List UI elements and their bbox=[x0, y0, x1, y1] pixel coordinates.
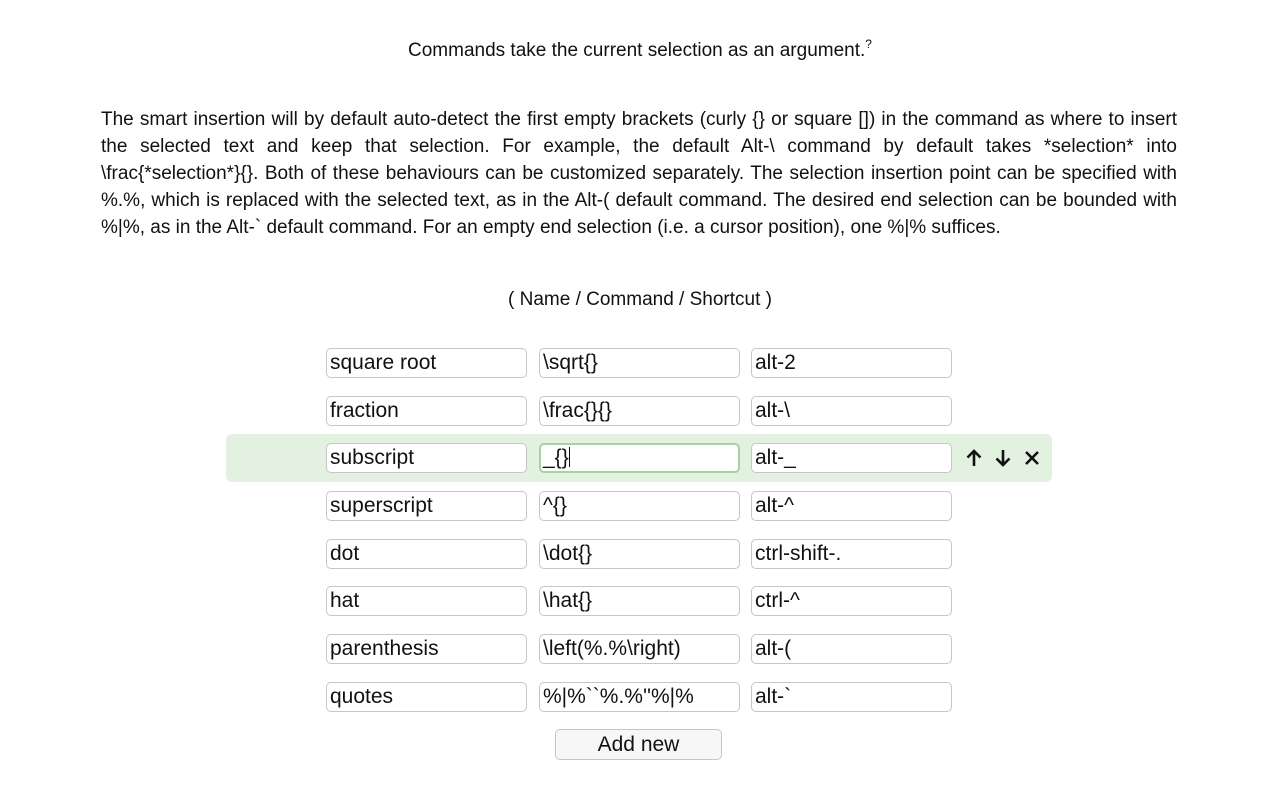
close-icon bbox=[1023, 448, 1041, 468]
command-row bbox=[226, 625, 1052, 673]
move-up-button[interactable] bbox=[959, 443, 988, 473]
command-row bbox=[226, 482, 1052, 530]
arrow-down-icon bbox=[994, 448, 1012, 468]
text-caret bbox=[569, 447, 570, 467]
shortcut-input[interactable]: ctrl-^ bbox=[751, 586, 952, 616]
shortcut-input[interactable]: alt-2 bbox=[751, 348, 952, 378]
command-input[interactable]: ^{} bbox=[539, 491, 740, 521]
command-row bbox=[226, 387, 1052, 435]
delete-row-button[interactable] bbox=[1017, 443, 1046, 473]
shortcut-input[interactable]: alt-^ bbox=[751, 491, 952, 521]
command-row bbox=[226, 339, 1052, 387]
name-input[interactable]: square root bbox=[326, 348, 527, 378]
intro-heading bbox=[0, 38, 1280, 64]
smart-insertion-description: The smart insertion will by default auto-detect the first empty brackets (curly {} or square []) in the command as where to insert the selected text and keep that selection. For example, the default Alt-\ command by default takes *selection* into \frac{*selection*}{}. Both of these behaviours can be customized separately. The selection insertion point can be specified with %.%, which is replaced with the selected text, as in the Alt-( default command. The desired end selection can be bounded with %|%, as in the Alt-` default command. For an empty end selection (i.e. a cursor position), one %|% suffices. bbox=[101, 109, 1177, 238]
name-input[interactable]: quotes bbox=[326, 682, 527, 712]
row-actions bbox=[959, 443, 1046, 473]
name-input[interactable]: subscript bbox=[326, 443, 527, 473]
shortcut-input[interactable]: alt-( bbox=[751, 634, 952, 664]
command-input[interactable]: \dot{} bbox=[539, 539, 740, 569]
command-input[interactable]: %|%``%.%''%|% bbox=[539, 682, 740, 712]
command-row bbox=[226, 530, 1052, 578]
command-input-focused[interactable] bbox=[539, 443, 740, 473]
command-input-value: _{} bbox=[543, 446, 569, 470]
name-input[interactable]: hat bbox=[326, 586, 527, 616]
shortcut-input[interactable]: alt-` bbox=[751, 682, 952, 712]
command-row bbox=[226, 673, 1052, 721]
name-input[interactable]: superscript bbox=[326, 491, 527, 521]
command-row-selected bbox=[226, 434, 1052, 482]
command-input[interactable]: \sqrt{} bbox=[539, 348, 740, 378]
intro-text: Commands take the current selection as an argument. bbox=[408, 40, 866, 61]
name-input[interactable]: fraction bbox=[326, 396, 527, 426]
command-input[interactable]: \hat{} bbox=[539, 586, 740, 616]
command-input[interactable]: \left(%.%\right) bbox=[539, 634, 740, 664]
shortcut-input[interactable]: ctrl-shift-. bbox=[751, 539, 952, 569]
add-new-button[interactable]: Add new bbox=[555, 729, 722, 760]
command-input[interactable]: \frac{}{} bbox=[539, 396, 740, 426]
name-input[interactable]: parenthesis bbox=[326, 634, 527, 664]
shortcut-input[interactable]: alt-_ bbox=[751, 443, 952, 473]
command-row bbox=[226, 577, 1052, 625]
arrow-up-icon bbox=[965, 448, 983, 468]
help-marker[interactable]: ? bbox=[865, 37, 872, 51]
command-list bbox=[226, 339, 1052, 721]
columns-label: ( Name / Command / Shortcut ) bbox=[508, 289, 772, 310]
name-input[interactable]: dot bbox=[326, 539, 527, 569]
move-down-button[interactable] bbox=[988, 443, 1017, 473]
shortcut-input[interactable]: alt-\ bbox=[751, 396, 952, 426]
